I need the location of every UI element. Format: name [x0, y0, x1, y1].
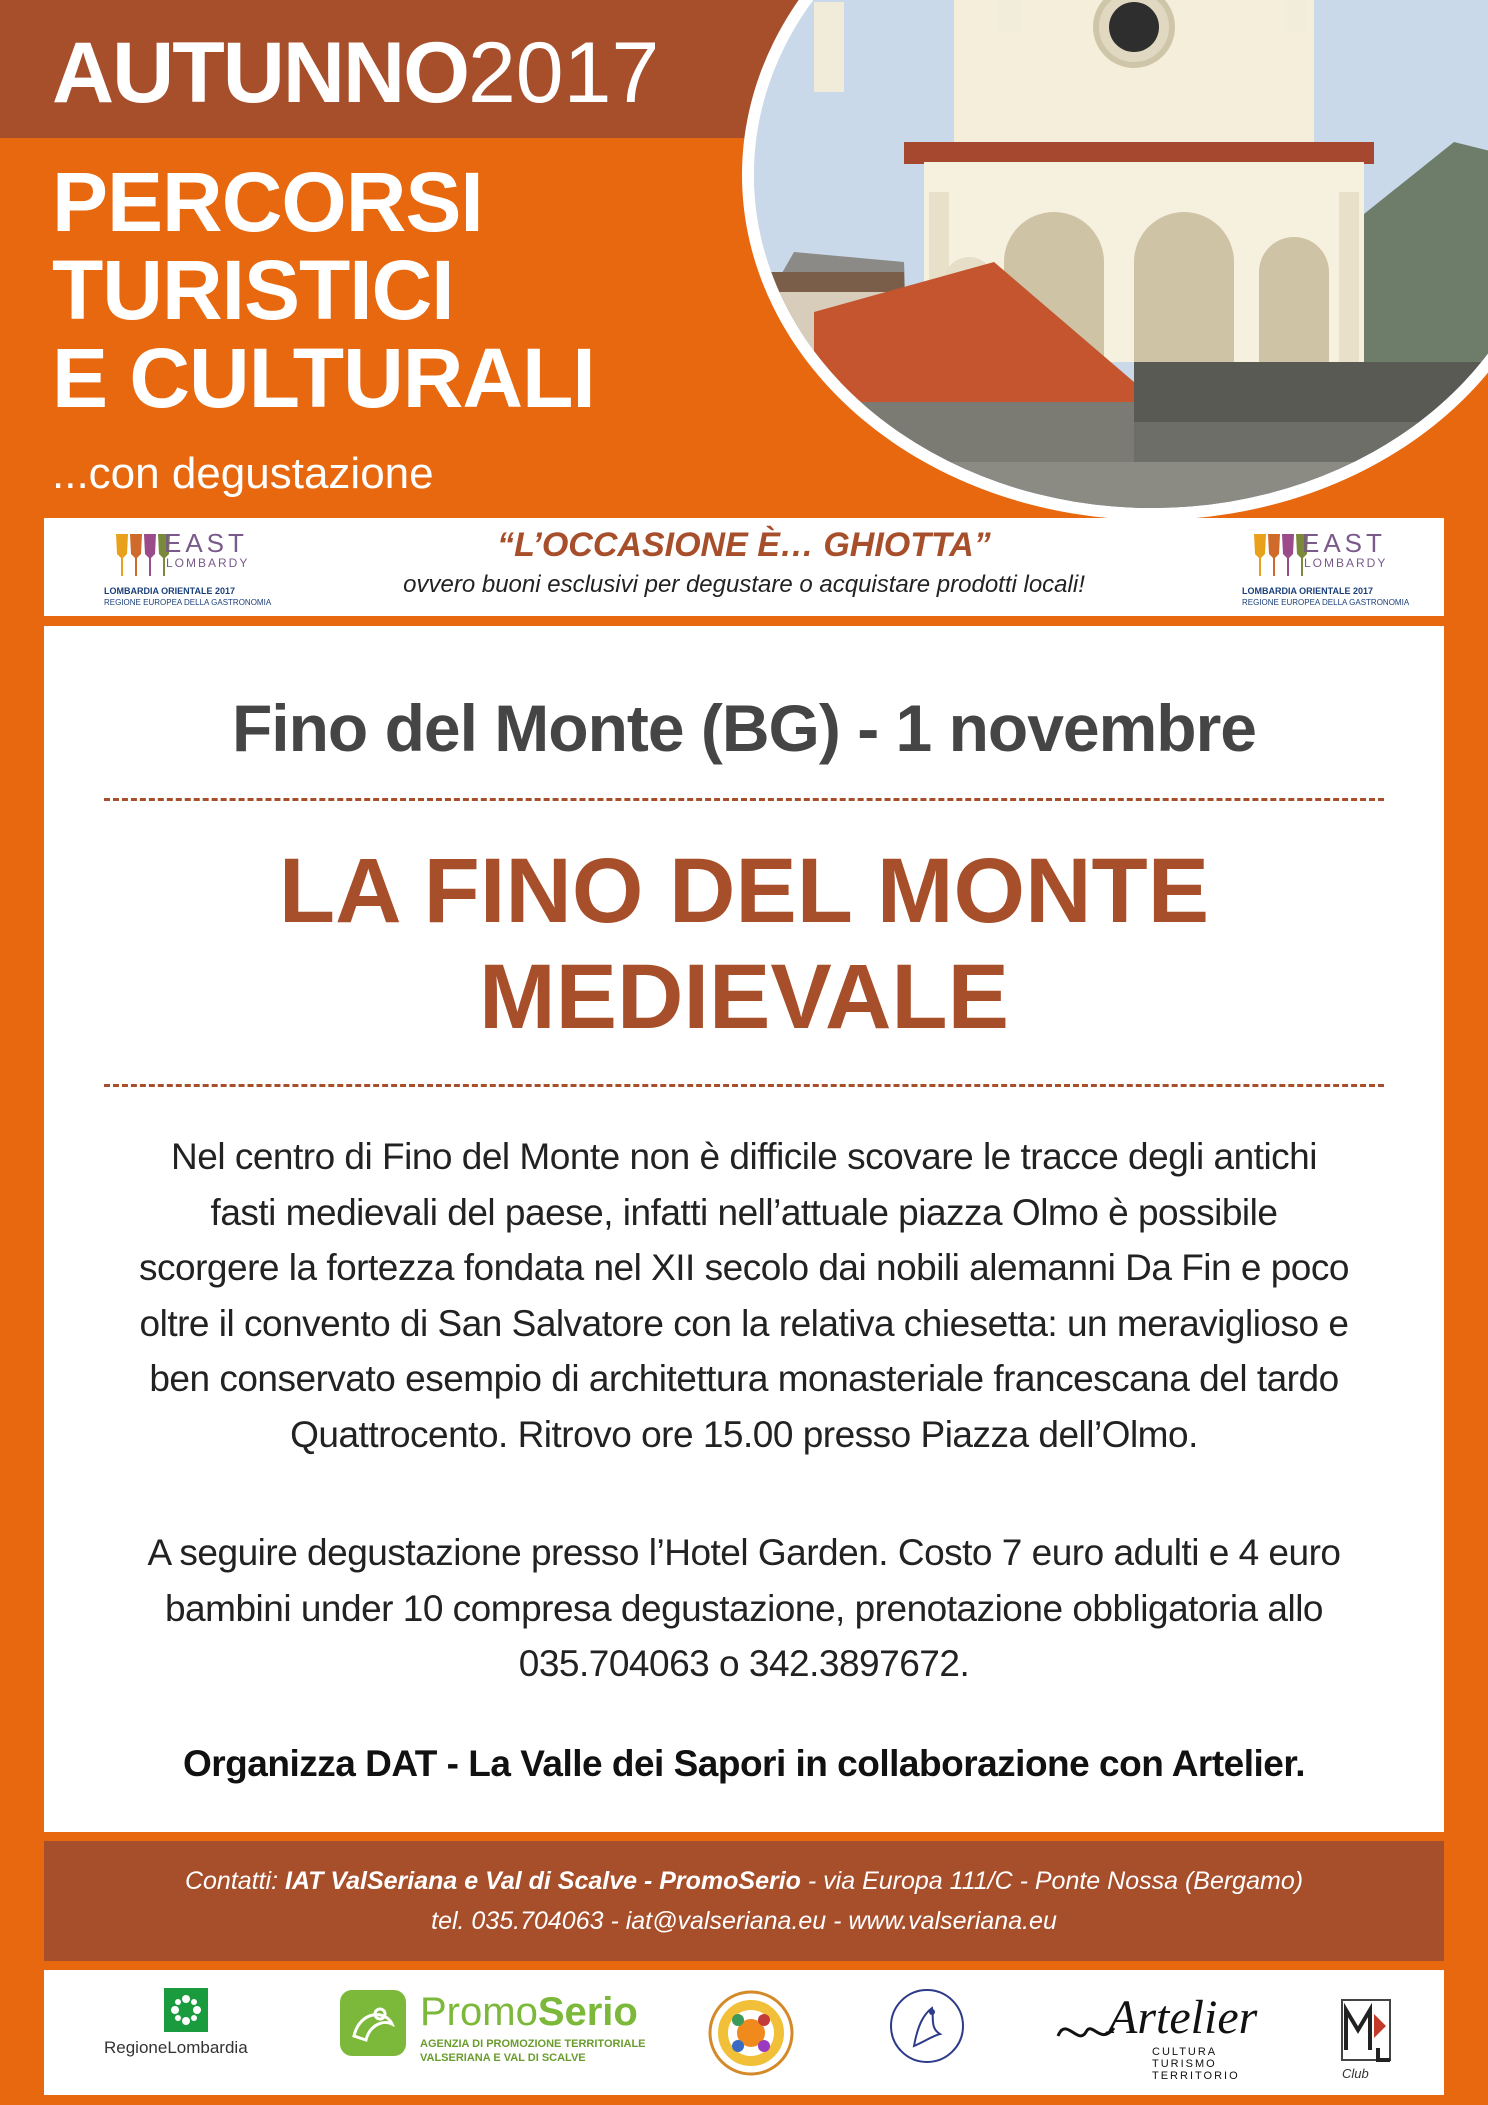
artelier-swirl-icon — [1056, 2006, 1116, 2056]
distretto-commercio-icon — [708, 1990, 794, 2076]
contacts-bar — [44, 1841, 1444, 1961]
contacts-line-1 — [44, 1861, 1444, 1901]
description-line: scorgere la fortezza fondata nel XII secolo dai nobili alemanni Da Fin e poco — [139, 1247, 1349, 1288]
description-line: Quattrocento. Ritrovo ore 15.00 presso Piazza dell’Olmo. — [290, 1413, 1198, 1455]
promoserio-icon — [340, 1990, 406, 2056]
event-place-date: Fino del Monte (BG) - 1 novembre — [231, 691, 1257, 765]
artelier-tag-2: TURISMO — [1152, 2058, 1217, 2070]
season-label: AUTUNNO — [52, 25, 468, 121]
description-line: Nel centro di Fino del Monte non è difficile scovare le tracce degli antichi — [171, 1136, 1317, 1177]
promoserio-name-a: Promo — [420, 1990, 538, 2034]
sponsor-strip — [44, 1970, 1444, 2095]
contacts-label: Contatti: — [184, 1867, 279, 1895]
mal-club-label: Club — [1342, 2066, 1369, 2081]
church-photo — [742, 0, 1488, 520]
banner-title: “L’OCCASIONE È… GHIOTTA” — [497, 526, 991, 564]
east-logo-sub: LOMBARDY — [1304, 556, 1388, 570]
east-logo-name: EAST — [164, 528, 248, 558]
description-line: oltre il convento di San Salvatore con la relativa chiesetta: un meraviglioso e — [139, 1302, 1349, 1344]
tasting-line: 035.704063 o 342.3897672. — [518, 1643, 970, 1684]
artelier-tagline — [1152, 2046, 1240, 2082]
contacts-line-2: tel. 035.704063 - iat@valseriana.eu - www.valseriana.eu — [431, 1907, 1057, 1935]
event-title-line-1: LA FINO DEL MONTE — [278, 840, 1210, 942]
promoserio-logo — [340, 1970, 670, 2095]
promoserio-name — [420, 1990, 638, 2034]
season-title — [52, 18, 659, 128]
mal-club-logo — [1334, 1970, 1414, 2095]
promo-banner — [44, 518, 1444, 616]
headline-line-1: PERCORSI — [52, 155, 483, 249]
event-description — [58, 1129, 1430, 1462]
contacts-address: - via Europa 111/C - Ponte Nossa (Bergamo) — [800, 1867, 1304, 1895]
tasting-info — [58, 1525, 1430, 1692]
east-logo-line2: REGIONE EUROPEA DELLA GASTRONOMIA — [1242, 598, 1410, 607]
banner-subtitle: ovvero buoni esclusivi per degustare o acquistare prodotti locali! — [403, 571, 1085, 598]
organizer-line: Organizza DAT - La Valle dei Sapori in collaborazione con Artelier. — [183, 1743, 1305, 1784]
description-line: ben conservato esempio di architettura monasteriale francescana del tardo — [149, 1358, 1339, 1399]
divider-top — [104, 798, 1384, 801]
regione-lombardia-logo — [104, 1970, 264, 2095]
headline-line-2: TURISTICI — [52, 243, 454, 337]
headline — [52, 155, 595, 425]
event-title-line-2: MEDIEVALE — [479, 946, 1009, 1048]
artelier-tag-3: TERRITORIO — [1152, 2070, 1240, 2082]
regione-lombardia-label: RegioneLombardia — [104, 2038, 248, 2057]
tasting-line: bambini under 10 compresa degustazione, prenotazione obbligatoria allo — [164, 1587, 1323, 1629]
year-label: 2017 — [467, 25, 660, 121]
mal-club-icon — [1334, 1980, 1398, 2080]
commercio-alto-serio-logo — [884, 1970, 974, 2095]
description-line: fasti medievali del paese, infatti nell’attuale piazza Olmo è possibile — [210, 1191, 1278, 1233]
regione-lombardia-icon — [164, 1988, 208, 2032]
headline-line-3: E CULTURALI — [52, 331, 595, 425]
distretto-commercio-logo — [708, 1970, 798, 2095]
east-logo-line2: REGIONE EUROPEA DELLA GASTRONOMIA — [104, 598, 272, 607]
promoserio-sub1: AGENZIA DI PROMOZIONE TERRITORIALE — [420, 2038, 646, 2050]
divider-bottom — [104, 1084, 1384, 1087]
east-logo-line1: LOMBARDIA ORIENTALE 2017 — [104, 586, 236, 596]
subtitle: ...con degustazione — [52, 449, 434, 498]
tasting-line: A seguire degustazione presso l’Hotel Garden. Costo 7 euro adulti e 4 euro — [147, 1532, 1341, 1573]
event-card — [44, 626, 1444, 1832]
artelier-logo — [1056, 1970, 1256, 2095]
promoserio-name-b: Serio — [537, 1990, 638, 2034]
east-logo-sub: LOMBARDY — [166, 556, 250, 570]
event-title — [44, 838, 1444, 1050]
east-logo-line1: LOMBARDIA ORIENTALE 2017 — [1242, 586, 1374, 596]
east-lombardy-logo-right — [1242, 524, 1410, 610]
contacts-org: IAT ValSeriana e Val di Scalve - PromoSerio — [285, 1867, 801, 1895]
east-logo-name: EAST — [1302, 528, 1386, 558]
artelier-tag-1: CULTURA — [1152, 2046, 1218, 2058]
promoserio-sub2: VALSERIANA E VAL DI SCALVE — [420, 2052, 586, 2064]
commercio-alto-serio-icon — [884, 1984, 970, 2074]
artelier-name: Artelier — [1108, 1991, 1258, 2044]
